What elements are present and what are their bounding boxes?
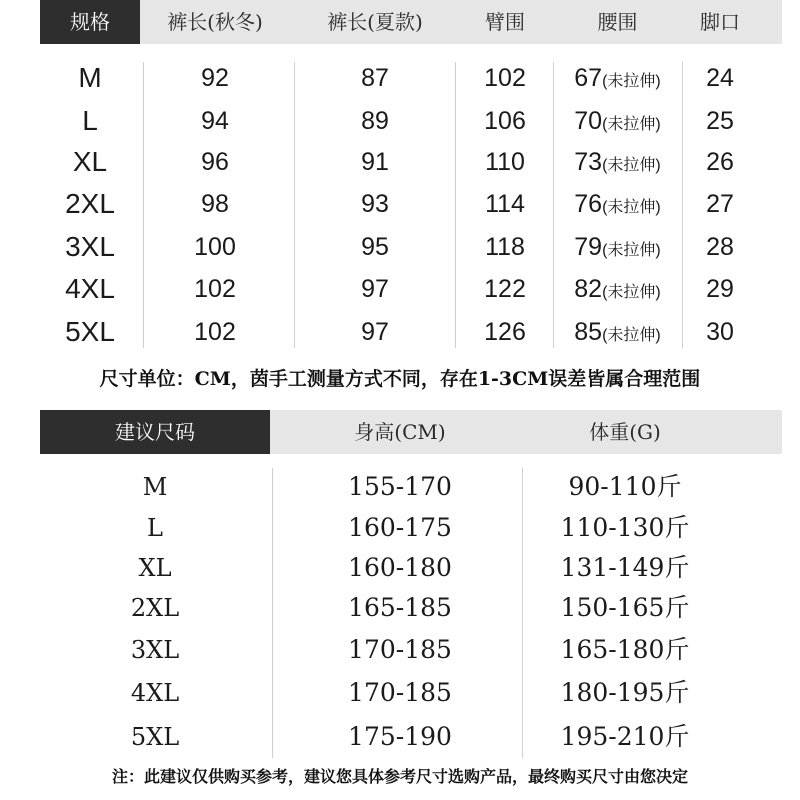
waist-value: 70 <box>574 107 603 135</box>
length-summer-cell: 89 <box>361 107 389 135</box>
length-aw-cell: 96 <box>201 148 229 176</box>
recommend-size-cell: M <box>142 473 168 501</box>
height-cell: 170-185 <box>348 635 452 664</box>
recommend-row-5xl <box>0 716 800 758</box>
size-row-2xl <box>0 183 800 225</box>
size-row-3xl <box>0 226 800 268</box>
recommend-row-l <box>0 507 800 549</box>
header-length-autumn-winter: 裤长(秋冬) <box>167 10 263 34</box>
hem-cell: 27 <box>706 190 734 218</box>
waist-cell <box>555 268 680 310</box>
waist-cell <box>555 183 680 225</box>
recommend-size-cell: 4XL <box>130 679 180 707</box>
header-height: 身高(CM) <box>354 420 446 444</box>
measurement-unit-note: 尺寸单位：CM，茵手工测量方式不同，存在1-3CM误差皆属合理范围 <box>99 368 701 390</box>
weight-cell: 110-130斤 <box>560 513 690 542</box>
waist-value: 82 <box>574 275 603 303</box>
waist-value: 85 <box>574 318 603 346</box>
length-summer-cell: 97 <box>361 275 389 303</box>
waist-note: (未拉伸) <box>602 327 661 344</box>
waist-cell <box>555 100 680 142</box>
height-cell: 170-185 <box>348 678 452 707</box>
length-summer-cell: 93 <box>361 190 389 218</box>
waist-note: (未拉伸) <box>602 242 661 259</box>
size-cell: L <box>82 105 98 136</box>
height-cell: 160-175 <box>348 513 452 542</box>
size-row-l <box>0 100 800 142</box>
length-aw-cell: 98 <box>201 190 229 218</box>
size-cell: 5XL <box>65 316 115 347</box>
hip-cell: 102 <box>484 64 526 92</box>
height-cell: 175-190 <box>348 722 452 751</box>
purchase-advice-note: 注：此建议仅供购买参考，建议您具体参考尺寸选购产品，最终购买尺寸由您决定 <box>111 767 688 786</box>
length-summer-cell: 87 <box>361 64 389 92</box>
hip-cell: 106 <box>484 107 526 135</box>
weight-cell: 90-110斤 <box>568 472 682 501</box>
waist-cell <box>555 311 680 353</box>
recommend-row-m <box>0 466 800 508</box>
recommend-row-4xl <box>0 672 800 714</box>
waist-value: 67 <box>574 64 603 92</box>
hip-cell: 110 <box>485 148 525 176</box>
length-summer-cell: 95 <box>361 233 389 261</box>
waist-note: (未拉伸) <box>602 116 661 133</box>
header-hem: 脚口 <box>700 10 740 34</box>
length-aw-cell: 100 <box>194 233 236 261</box>
weight-cell: 131-149斤 <box>560 553 690 582</box>
waist-value: 73 <box>574 148 603 176</box>
waist-value: 79 <box>574 233 603 261</box>
waist-note: (未拉伸) <box>602 157 661 174</box>
length-aw-cell: 102 <box>194 275 236 303</box>
header-weight: 体重(G) <box>589 420 661 444</box>
hem-cell: 26 <box>706 148 734 176</box>
recommend-row-2xl <box>0 587 800 629</box>
height-cell: 155-170 <box>348 472 452 501</box>
hem-cell: 29 <box>706 275 734 303</box>
waist-note: (未拉伸) <box>602 73 661 90</box>
size-cell: M <box>78 62 102 93</box>
weight-cell: 165-180斤 <box>560 635 690 664</box>
recommend-size-cell: 5XL <box>130 723 180 751</box>
size-cell: 2XL <box>65 188 115 219</box>
hem-cell: 30 <box>706 318 734 346</box>
length-summer-cell: 97 <box>361 318 389 346</box>
length-aw-cell: 102 <box>194 318 236 346</box>
size-row-xl <box>0 141 800 183</box>
waist-note: (未拉伸) <box>602 284 661 301</box>
hem-cell: 25 <box>706 107 734 135</box>
hem-cell: 28 <box>706 233 734 261</box>
size-cell: 3XL <box>65 231 115 262</box>
weight-cell: 195-210斤 <box>560 722 690 751</box>
waist-note: (未拉伸) <box>602 199 661 216</box>
waist-cell <box>555 226 680 268</box>
hip-cell: 114 <box>485 190 525 218</box>
header-size: 规格 <box>70 10 110 34</box>
recommend-size-cell: 2XL <box>130 594 180 622</box>
header-hip: 臂围 <box>485 10 525 34</box>
hip-cell: 126 <box>484 318 526 346</box>
header-recommended-size: 建议尺码 <box>115 420 195 444</box>
size-cell: 4XL <box>65 273 115 304</box>
size-cell: XL <box>72 146 108 177</box>
waist-value: 76 <box>574 190 603 218</box>
size-row-m <box>0 57 800 99</box>
recommend-size-cell: 3XL <box>130 636 180 664</box>
waist-cell <box>555 141 680 183</box>
height-cell: 165-185 <box>348 593 452 622</box>
header-length-summer: 裤长(夏款) <box>327 10 423 34</box>
size-row-4xl <box>0 268 800 310</box>
recommend-size-cell: XL <box>138 554 172 582</box>
hem-cell: 24 <box>706 64 734 92</box>
hip-cell: 122 <box>484 275 526 303</box>
length-aw-cell: 92 <box>201 64 229 92</box>
length-summer-cell: 91 <box>361 148 389 176</box>
length-aw-cell: 94 <box>201 107 229 135</box>
size-row-5xl <box>0 311 800 353</box>
height-cell: 160-180 <box>348 553 452 582</box>
recommend-row-3xl <box>0 629 800 671</box>
weight-cell: 150-165斤 <box>560 593 690 622</box>
weight-cell: 180-195斤 <box>560 678 690 707</box>
recommend-row-xl <box>0 547 800 589</box>
waist-cell <box>555 57 680 99</box>
hip-cell: 118 <box>485 233 525 261</box>
header-waist: 腰围 <box>597 10 638 34</box>
recommend-size-cell: L <box>147 514 163 542</box>
